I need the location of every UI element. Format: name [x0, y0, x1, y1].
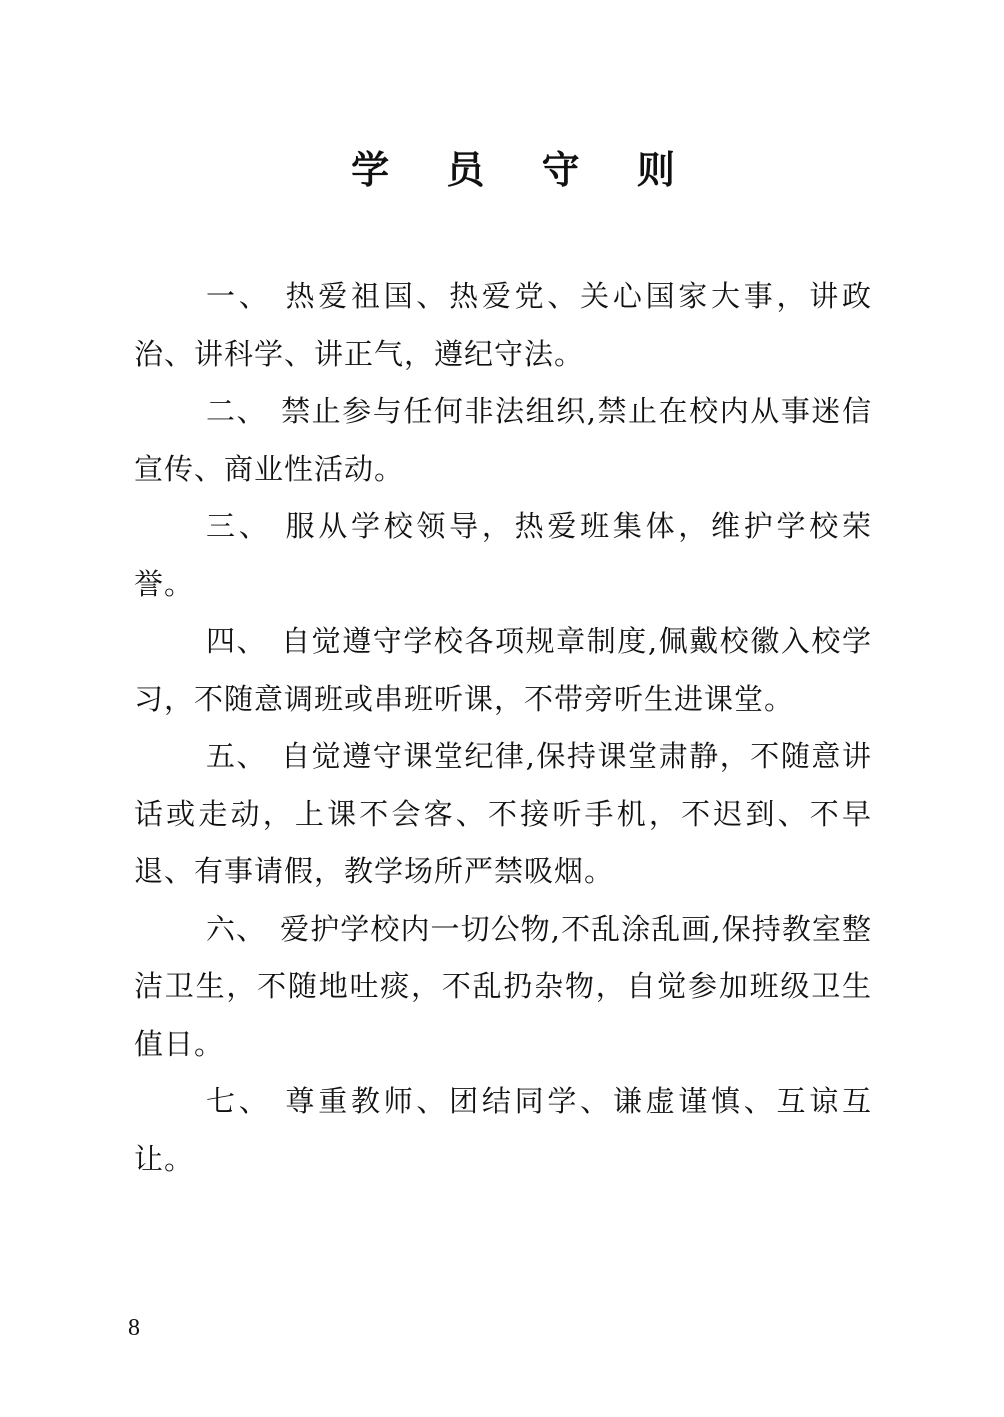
page-title: 学 员 守 则 [351, 147, 697, 192]
rule-number: 四、 [206, 624, 268, 658]
rule-number: 三、 [206, 509, 272, 543]
rule-item-6 [134, 901, 872, 1074]
rule-text: 服从学校领导，热爱班集体，维护学校荣誉。 [134, 509, 872, 601]
rule-number: 五、 [206, 739, 268, 773]
rule-item-1 [134, 268, 872, 383]
page-number: 8 [128, 1315, 140, 1341]
rule-text: 自觉遵守学校各项规章制度,佩戴校徽入校学习，不随意调班或串班听课，不带旁听生进课堂。 [134, 624, 872, 716]
rule-item-4 [134, 613, 872, 728]
rule-item-5 [134, 728, 872, 901]
rule-number: 六、 [206, 911, 267, 946]
rules-list [134, 268, 872, 1188]
rule-number: 一、 [206, 279, 272, 313]
rule-text: 禁止参与任何非法组织,禁止在校内从事迷信宣传、商业性活动。 [134, 394, 872, 486]
rule-number: 二、 [206, 394, 268, 428]
rule-item-3 [134, 498, 872, 613]
rule-text: 自觉遵守课堂纪律,保持课堂肃静，不随意讲话或走动，上课不会客、不接听手机，不迟到、不早退、有事请假，教学场所严禁吸烟。 [134, 739, 872, 888]
rule-text: 爱护学校内一切公物,不乱涂乱画,保持教室整洁卫生，不随地吐痰，不乱扔杂物，自觉参加班级卫生值日。 [134, 911, 872, 1061]
rule-item-7 [134, 1073, 872, 1188]
rule-number: 七、 [206, 1084, 272, 1118]
rule-item-2 [134, 383, 872, 498]
rule-text: 热爱祖国、热爱党、关心国家大事，讲政治、讲科学、讲正气，遵纪守法。 [134, 279, 872, 371]
rule-text: 尊重教师、团结同学、谦虚谨慎、互谅互让。 [134, 1084, 872, 1176]
